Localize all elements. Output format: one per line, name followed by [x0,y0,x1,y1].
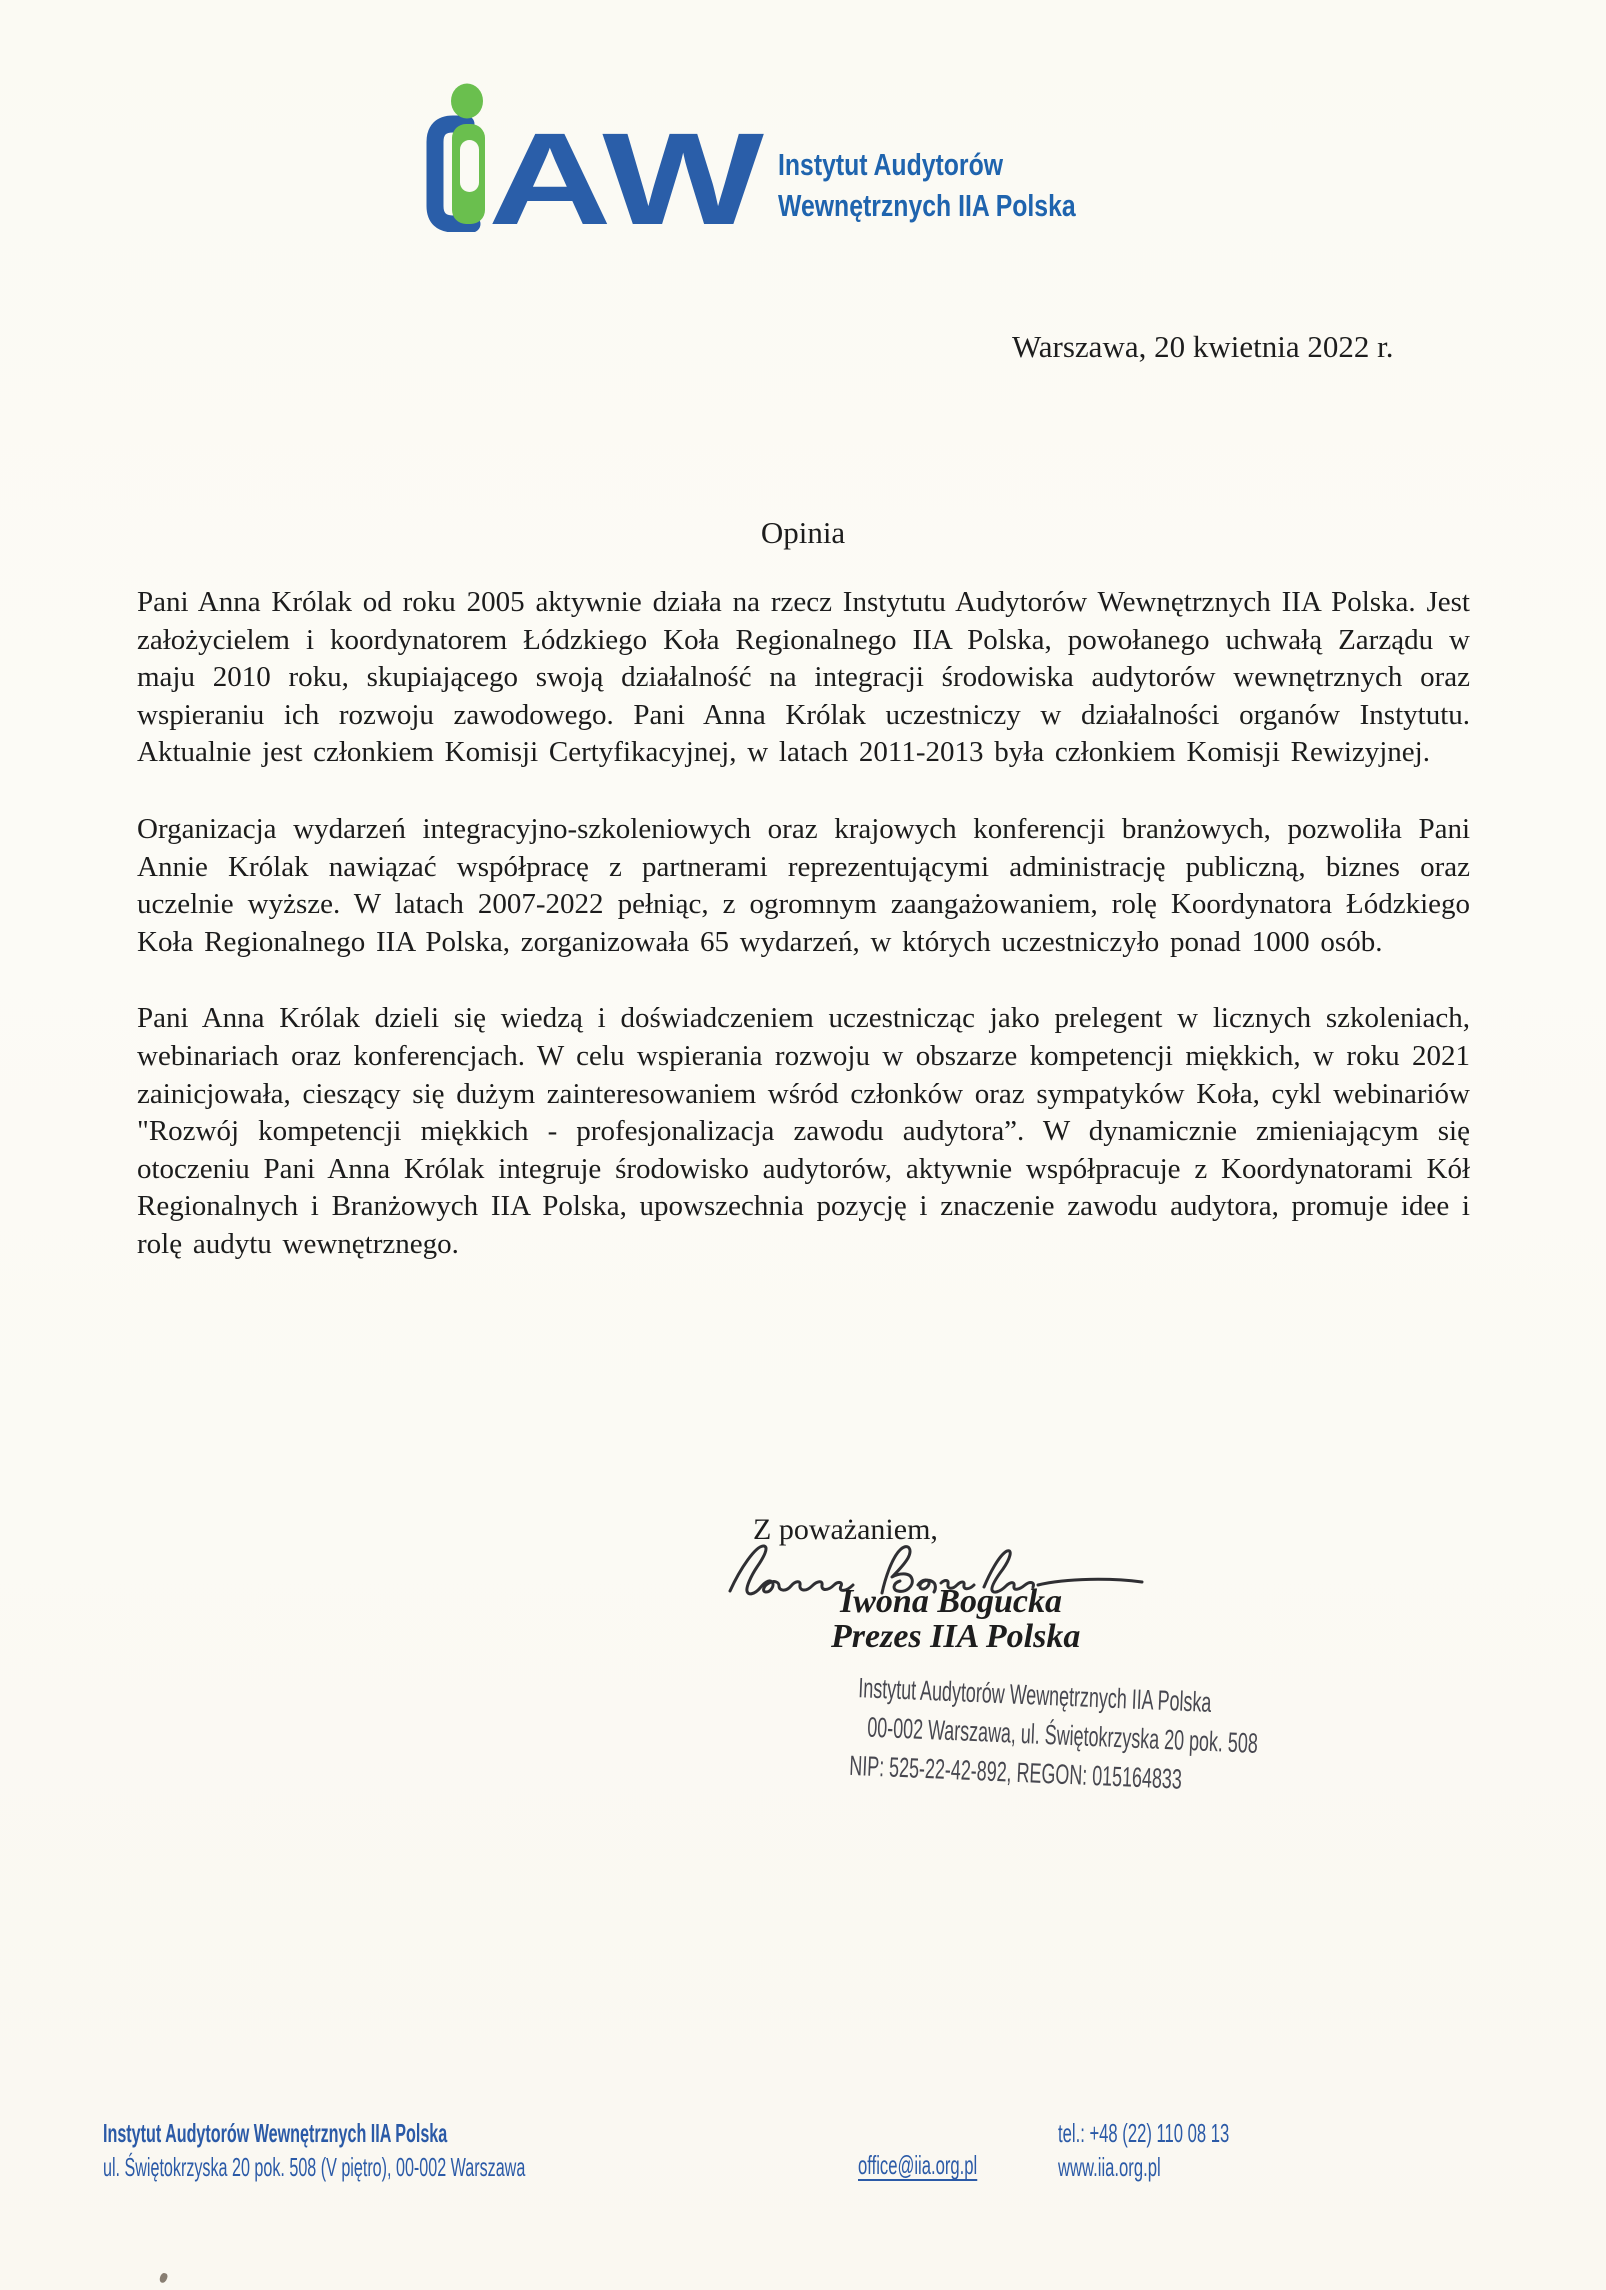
footer-org-name: Instytut Audytorów Wewnętrznych IIA Polska [103,2118,448,2148]
paragraph-2: Organizacja wydarzeń integracyjno-szkoleniowych oraz krajowych konferencji branżowych, pozwoliła Pani Annie Królak nawiązać współpracę z partnerami reprezentującymi administrację publiczną, biznes oraz uczelnie wyższe. W latach 2007-2022 pełniąc, z ogromnym zaangażowaniem, rolę Koordynatora Łódzkiego Koła Regionalnego IIA Polska, zorganizowała 65 wydarzeń, w których uczestniczyło ponad 1000 osób. [137,812,1470,958]
footer-website: www.iia.org.pl [1058,2152,1161,2182]
paragraph-3: Pani Anna Królak dzieli się wiedzą i doświadczeniem uczestnicząc jako prelegent w licznych szkoleniach, webinariach oraz konferencjach. W celu wspierania rozwoju w obszarze kompetencji miękkich, w roku 2021 zainicjowała, cieszący się dużym zainteresowaniem wśród członków oraz sympatyków Koła, cykl webinariów "Rozwój kompetencji miękkich - profesjonalizacja zawodu audytora”. W dynamicznie zmieniającym się otoczeniu Pani Anna Królak integruje środowisko audytorów, aktywnie współpracuje z Koordynatorami Kół Regionalnych i Branżowych IIA Polska, upowszechnia pozycję i znaczenie zawodu audytora, promuje idee i rolę audytu wewnętrznego. [137,1002,1470,1260]
stamp-line1: Instytut Audytorów Wewnętrznych IIA Polska [857,1672,1213,1718]
document-title: Opinia [760,515,846,550]
footer-address-block [103,2116,784,2184]
organization-stamp [755,1664,1259,1798]
logo-org-line1: Instytut Audytorów [778,147,1004,182]
email-address[interactable]: office@iia.org.pl [858,2150,978,2180]
scan-artifact [159,2272,169,2284]
footer-contact-block [1058,2116,1326,2184]
stamp-line3: NIP: 525-22-42-892, REGON: 015164833 [848,1749,1183,1795]
signer-role: Prezes IIA Polska [831,1618,1081,1655]
logo-org-line2: Wewnętrznych IIA Polska [778,188,1076,223]
footer-email-link[interactable] [858,2150,1044,2181]
person-icon [435,84,485,225]
footer-street-address: ul. Świętokrzyska 20 pok. 508 (V piętro), 00-002 Warszawa [103,2152,526,2182]
stamp-line2: 00-002 Warszawa, ul. Świętokrzyska 20 pok. 508 [866,1711,1259,1759]
iia-polska-logo [408,76,788,232]
signer-name: Iwona Bogucka [840,1583,1062,1620]
date-line: Warszawa, 20 kwietnia 2022 r. [1012,329,1394,364]
logo-mark-letters: AW [488,105,765,232]
logo-org-name [778,144,1076,226]
closing-phrase: Z poważaniem, [753,1513,938,1546]
footer-phone: tel.: +48 (22) 110 08 13 [1058,2118,1230,2148]
paragraph-1: Pani Anna Królak od roku 2005 aktywnie działa na rzecz Instytutu Audytorów Wewnętrznych IIA Polska. Jest założycielem i koordynatorem Łódzkiego Koła Regionalnego IIA Polska, powołanego uchwałą Zarządu w maju 2010 roku, skupiającego swoją działalność na integracji środowiska audytorów wewnętrznych oraz wspieraniu ich rozwoju zawodowego. Pani Anna Królak uczestniczy w działalności organów Instytutu. Aktualnie jest członkiem Komisji Certyfikacyjnej, w latach 2011-2013 była członkiem Komisji Rewizyjnej. [137,586,1470,769]
letter-body [137,584,1470,1303]
